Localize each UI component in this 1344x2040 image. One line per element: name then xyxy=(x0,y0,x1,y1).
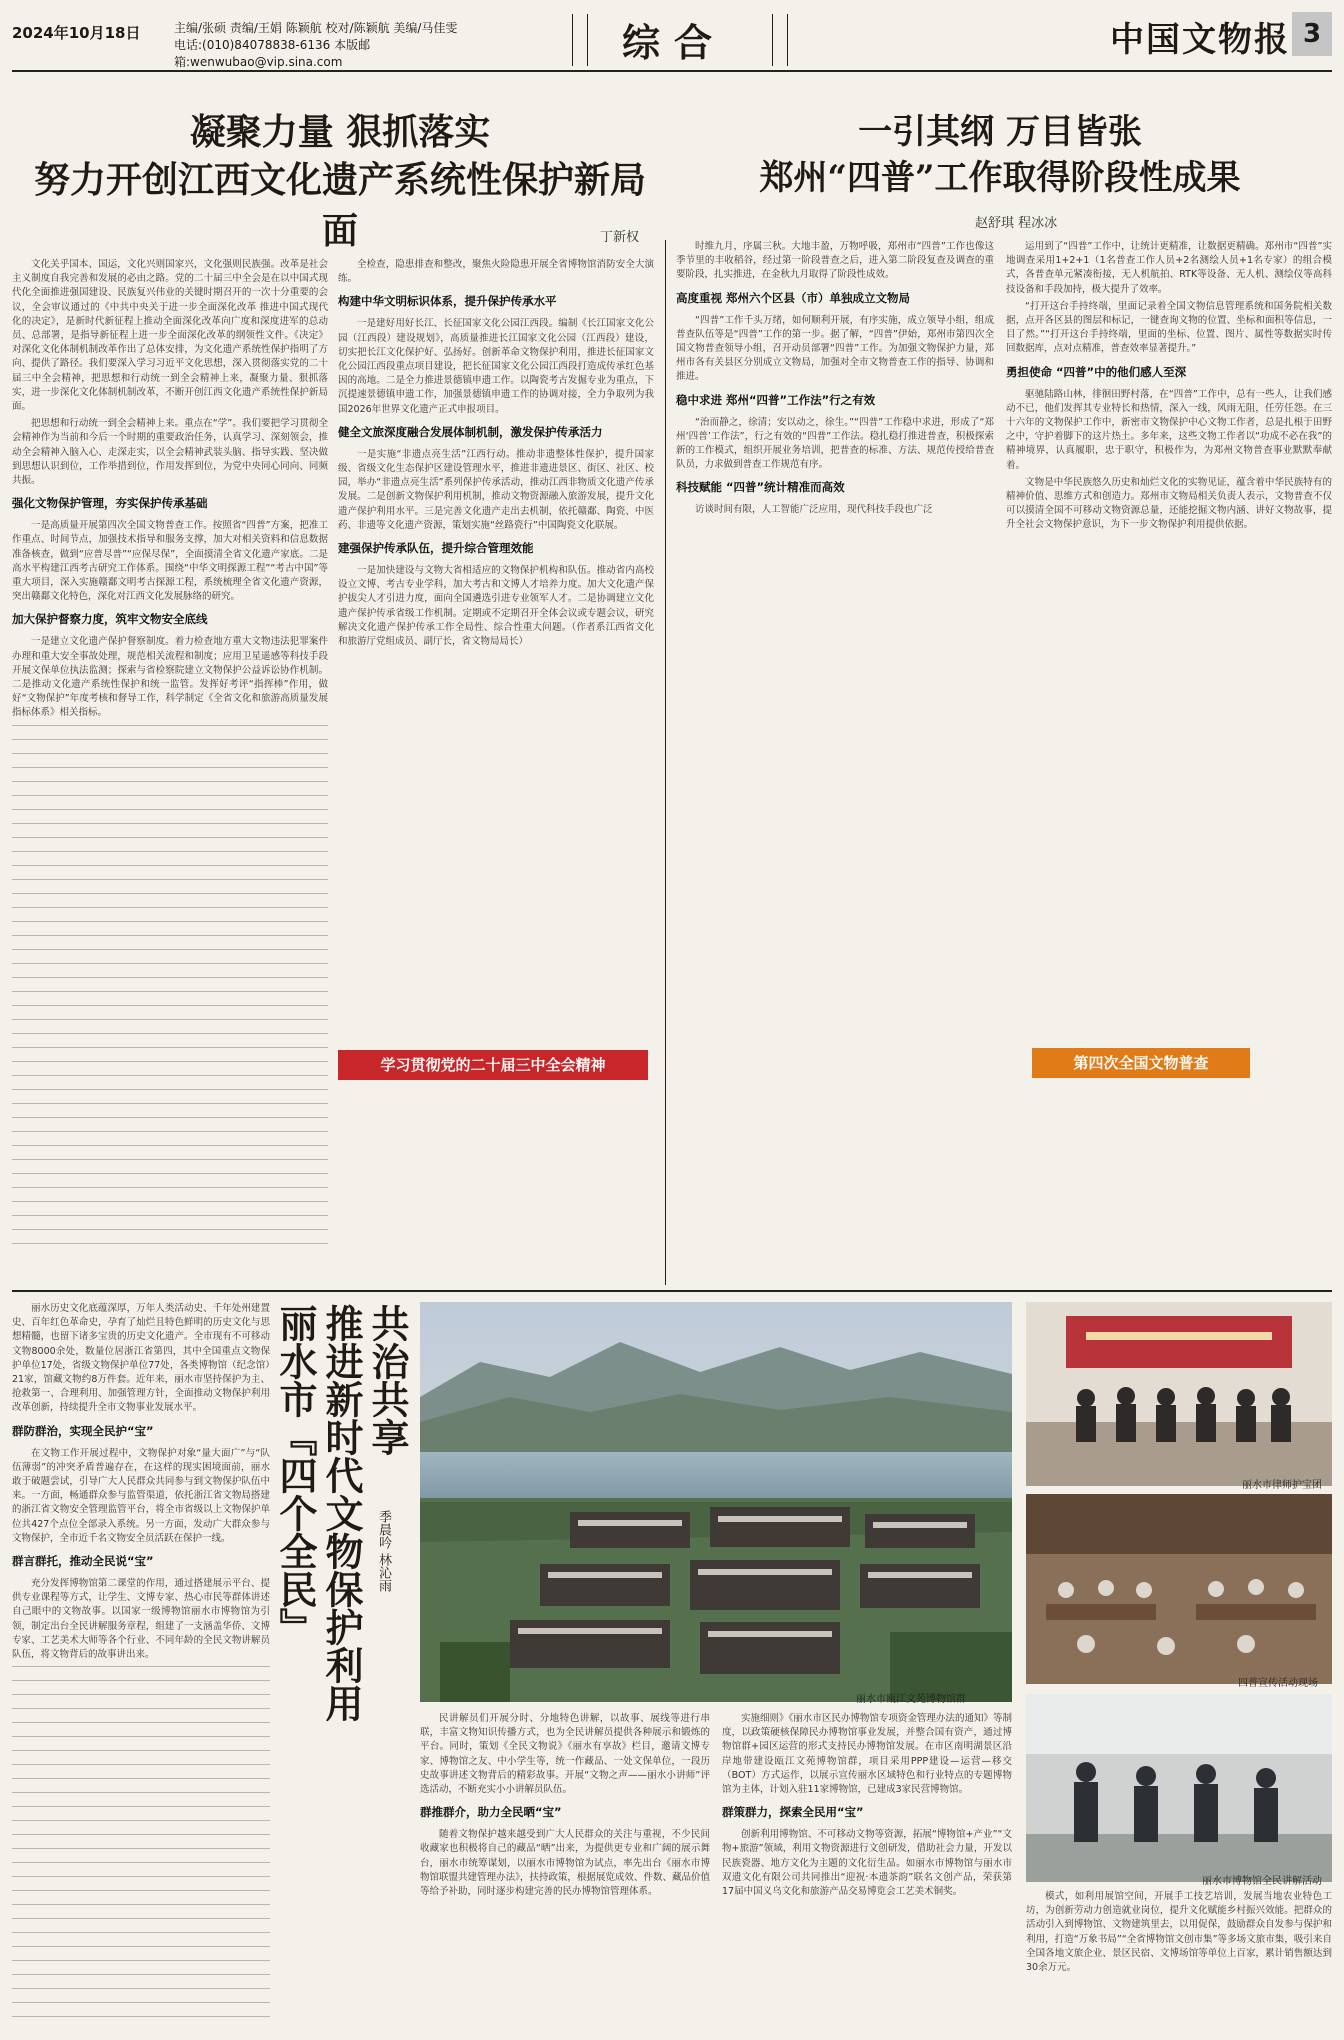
paragraph: 一是实施“非遗点亮生活”江西行动。推动非遗整体性保护，提升国家级、省级文化生态保护区建设管理水平，推进非遗进景区、街区、社区、校园，举办“非遗点亮生活”系列保护传承活动，推动江西非物质文化遗产传承发展。二是创新文物保护利用机制，推动文物资源融入旅游发展，提升文化遗产保护利用水平。三是完善文化遗产走出去机制，依托赣鄱、陶瓷、中医药、非遗等文化遗产资源，策划实施“丝路瓷行”中国陶瓷文化联展。 xyxy=(338,448,654,531)
lishui-byline: 季晨吟 林沁雨 xyxy=(376,1510,391,1593)
main-photo-caption: 丽水市瓯江文苑博物馆群 xyxy=(856,1694,966,1705)
photo2-caption: 四普宣传活动现场 xyxy=(1238,1678,1318,1689)
section-heading: 科技赋能 “四普”统计精准而高效 xyxy=(676,480,845,495)
right-article-col2 xyxy=(1006,240,1332,1040)
text-filler xyxy=(12,725,328,1245)
section-heading: 群言群托，推动全民说“宝” xyxy=(12,1554,154,1569)
photo3-caption: 丽水市博物馆全民讲解活动 xyxy=(1202,1876,1322,1887)
masthead xyxy=(12,8,1332,72)
lishui-col2 xyxy=(420,1712,710,2032)
section-heading: 健全文旅深度融合发展体制机制，激发保护传承活力 xyxy=(338,424,603,439)
paragraph: 访谈时间有限，人工智能广泛应用，现代科技手段也广泛 xyxy=(695,504,933,516)
staff-credits xyxy=(174,20,534,71)
right-headline-line2: 郑州“四普”工作取得阶段性成果 xyxy=(759,158,1241,198)
left-headline-line1: 凝聚力量 狠抓落实 xyxy=(189,111,491,153)
classroom-photo xyxy=(1026,1494,1332,1684)
lishui-title-col1: 共治共享 xyxy=(365,1304,410,1456)
photo1-caption: 丽水市律师护宝团 xyxy=(1242,1480,1322,1491)
lishui-col3 xyxy=(722,1712,1012,2032)
lishui-main-photo xyxy=(420,1302,1012,1702)
contact-line: 电话:(010)84078838-6136 本版邮箱:wenwubao@vip.sina.com xyxy=(174,38,371,69)
section-heading: 加大保护督察力度，筑牢文物安全底线 xyxy=(12,612,208,627)
left-headline-line2: 努力开创江西文化遗产系统性保护新局面 xyxy=(33,159,646,252)
paragraph: 一是建好用好长江、长征国家文化公园江西段。编制《长江国家文化公园（江西段）建设规划》，高质量推进长江国家文化公园（江西段）建设，切实把长江文化保护好、弘扬好。创新革命文物保护利用，推进长征国家文化公园江西段重点项目建设，把长征国家文化公园江西段打造成传承红色基因的高地。二是全力推进景德镇申遗工作。以陶瓷考古发掘专业为重点，下沉提速景德镇申遗工作，加强景德镇申遗工作的协调对接，全力争取列为我国2026年世界文化遗产正式申报项目。 xyxy=(338,318,654,415)
section-heading: 高度重视 郑州六个区县（市）单独成立文物局 xyxy=(676,290,911,305)
paragraph: 模式，如利用展馆空间，开展手工技艺培训，发展当地农业特色工坊，为创新劳动力创造就业岗位，提升文化赋能乡村振兴效能。把群众的活动引入到博物馆、文物建筑里去，以用促保，鼓励群众自发参与保护和利用，打造“万象书局”“全省博物馆文创市集”等多场文旅市集，吸引来自全国各地文旅企业、景区民宿、文博场馆等单位上百家，累计销售额达到30余万元。 xyxy=(1026,1891,1332,1974)
text-filler xyxy=(12,1666,270,2022)
paragraph: “四普”工作千头万绪，如何顺利开展，有序实施，成立领导小组，组成普查队伍等是“四普”工作的第一步。据了解，“四普”伊始，郑州市第四次全国文物普查领导小组，召开动员部署“四普”工作。为加强文物保护力量，郑州市各有关县区分别成立文物局，加强对全市文物普查工作的指导、协调和推进。 xyxy=(676,314,994,383)
museum-complex-photo xyxy=(420,1302,1012,1702)
paragraph: 全检查，隐患排查和整改，聚焦火险隐患开展全省博物馆消防安全大演练。 xyxy=(338,259,654,285)
section-heading: 群策群力，探索全民用“宝” xyxy=(722,1805,864,1820)
paragraph: “打开这台手持终端，里面记录着全国文物信息管理系统和国务院相关数据，点开各区县的图层和标记，一键查询文物的位置、坐标和面积等信息，一目了然。”“打开这台手持终端，里面的坐标、位置、图片、属性等数据实时传回数据库，点对点精准，普查效率显著提升。” xyxy=(1006,300,1332,355)
right-topic-banner xyxy=(1032,1048,1250,1078)
right-article-col1 xyxy=(676,240,994,1270)
paragraph: 一是高质量开展第四次全国文物普查工作。按照省“四普”方案，把准工作重点、时间节点，加强技术指导和服务支撑，加大对相关资料和信息数据准备核查，做到“应普尽普”“应保尽保”，全面摸清全省文化遗产家底。二是高水平构建江西考古研究工作体系。围绕“中华文明探源工程”“考古中国”等重大项目，深入实施赣鄱文明考古探源工程，系统梳理全省文化遗产资源，突出赣鄱文化特色，深化对江西文化发展脉络的研究。 xyxy=(12,520,328,603)
paragraph: 丽水历史文化底蕴深厚，万年人类活动史、千年处州建置史、百年红色革命史，孕育了灿烂且特色鲜明的历史文化与思想精髓，也留下诸多宝贵的历史文化遗产。全市现有不可移动文物8000余处，数量位居浙江省第四，其中全国重点文物保护单位17处，省级文物保护单位77处，各类博物馆（纪念馆）21家，馆藏文物约8万件套。近年来，丽水市坚持保护为主、抢救第一、合理利用、加强管理方针，全面推动文物保护利用改革创新，持续提升全市文物事业发展水平。 xyxy=(12,1303,270,1414)
section-heading: 勇担使命 “四普”中的他们感人至深 xyxy=(1006,364,1187,379)
section-heading: 构建中华文明标识体系，提升保护传承水平 xyxy=(338,294,557,309)
issue-date: 2024年10月18日 xyxy=(12,24,141,42)
right-headline-line1: 一引其纲 万目皆张 xyxy=(858,112,1142,152)
header-divider xyxy=(787,14,788,66)
header-divider xyxy=(772,14,773,66)
lishui-photo-1 xyxy=(1026,1302,1332,1486)
lishui-photo-2 xyxy=(1026,1494,1332,1684)
lishui-col4 xyxy=(1026,1890,1332,2032)
newspaper-logo: 中国文物报 xyxy=(1110,20,1290,60)
banner-text: 第四次全国文物普查 xyxy=(1073,1054,1209,1072)
left-byline: 丁新权 xyxy=(600,230,640,245)
header-divider xyxy=(572,14,573,66)
paragraph: 驱驰陆路山林，徘徊田野村落，在“四普”工作中，总有一些人，让我们感动不已，他们发挥其专业特长和热情，深入一线，风雨无阻，任劳任怨。在三十六年的文物保护工作中，新密市文物保护中心文物工作者，总是扎根于田野之中，守护着脚下的这片热土。多年来，这些文物工作者以“功成不必在我”的精神境界，认真履职，忠于职守，积极作为，为郑州文物普查事业默默奉献着。 xyxy=(1006,388,1332,471)
left-article-col2 xyxy=(338,258,654,1038)
section-heading: 强化文物保护管理，夯实保护传承基础 xyxy=(12,496,208,511)
paragraph: 在文物工作开展过程中，文物保护对象“量大面广”与“队伍薄弱”的冲突矛盾普遍存在，在这样的现实困境面前，丽水敢于破题尝试，引导广大人民群众共同参与到文物保护队伍中来。一方面，畅通群众参与监管渠道，依托浙江省文物局搭建的浙江省文物安全管理监管平台，将全市省级以上文物保护单位共427个点位全部录入系统。另一方面，发动广大群众参与文物保护，全市近千名文物安全员活跃在保护一线。 xyxy=(12,1447,270,1544)
section-heading: 建强保护传承队伍，提升综合管理效能 xyxy=(338,541,534,556)
lishui-col1 xyxy=(12,1302,270,2022)
section-heading: 群防群治，实现全民护“宝” xyxy=(12,1423,154,1438)
paragraph: 一是建立文化遗产保护督察制度。着力检查地方重大文物违法犯罪案件办理和重大安全事故处理，规范相关流程和制度；应用卫星遥感等科技手段开展文保单位执法监测；探索与省检察院建立文物保护公益诉讼协作机制。二是推动文化遗产系统性保护和统一监管。发挥好考评“指挥棒”作用，做好“文物保护”年度考核和督导工作，科学制定《全省文化和旅游高质量发展指标体系》相关指标。 xyxy=(12,636,328,719)
paragraph: 实施细则》《丽水市区民办博物馆专项资金管理办法的通知》等制度，以政策硬核保障民办博物馆事业发展，并整合国有资产，通过博物馆群+园区运营的形式支持民办博物馆发展。在市区南明湖景区沿岸地带建设瓯江文苑博物馆群，项目采用PPP建设—运营—移交（BOT）方式运作，以展示宣传丽水区域特色和行业特点的专题博物馆为主体，计划入驻11家博物馆，已建成3家民营博物馆。 xyxy=(722,1713,1012,1796)
paragraph: “治而静之，徐清；安以动之，徐生。”“四普”工作稳中求进，形成了“郑州‘四普’工作法”，行之有效的“四普”工作法。稳扎稳打推进普查，积极探索新的工作模式，组织开展业务培训，把普查的标准、方法、规范传授给普查队员，力求做到普查工作规范有序。 xyxy=(676,416,994,471)
page-number: 3 xyxy=(1292,12,1332,56)
paragraph: 充分发挥博物馆第二课堂的作用，通过搭建展示平台、提供专业课程等方式，让学生、文博专家、热心市民等群体讲述自己眼中的文物故事。以国家一级博物馆丽水市博物馆为引领，制定出台全民讲解服务章程，组建了一支涵盖华侨、文博专家、工艺美术大师等各个行业、不同年龄的全民文物讲解员队伍，将文物背后的故事讲出来。 xyxy=(12,1578,270,1661)
staff-line: 主编/张硕 责编/王娟 陈颖航 校对/陈颖航 美编/马佳雯 xyxy=(174,21,458,35)
paragraph: 文物是中华民族悠久历史和灿烂文化的实物见证，蕴含着中华民族特有的精神价值、思维方式和创造力。郑州市文物局相关负责人表示，文物普查不仅可以摸清全国不可移动文物资源总量，还能挖掘文物内涵、讲好文物故事，提升全社会文物保护意识，为下一步文物保护利用提供依据。 xyxy=(1006,476,1332,531)
paragraph: 随着文物保护越来越受到广大人民群众的关注与重视，不少民间收藏家也积极将自己的藏品“晒”出来，为提供更专业和广阔的展示舞台，丽水市统筹谋划，以丽水市博物馆为试点，率先出台《丽水市博物馆联盟共建管理办法》，扶持政策，根据展览成效、件数、藏品价值等给予补助，同时逐步构建完善的民办博物馆管理体系。 xyxy=(420,1829,710,1898)
section-separator xyxy=(12,1290,1332,1292)
right-byline: 赵舒琪 程冰冰 xyxy=(975,216,1058,231)
section-heading: 群推群介，助力全民晒“宝” xyxy=(420,1805,562,1820)
lishui-title-col2: 推进新时代文物保护利用 xyxy=(319,1304,364,1722)
paragraph: 一是加快建设与文物大省相适应的文物保护机构和队伍。推动省内高校设立文博、考古专业学科，加大考古和文博人才培养力度。加大文化遗产保护拔尖人才引进力度，面向全国遴选引进专业领军人才。二是协调建立文化遗产保护传承省级工作机制。定期或不定期召开全体会议或专题会议，研究解决文化遗产保护传承工作全局性、综合性重大问题。（作者系江西省文化和旅游厅党组成员、副厅长，省文物局局长） xyxy=(338,565,654,648)
header-divider xyxy=(587,14,588,66)
article-divider xyxy=(665,240,666,1285)
lishui-photo-3 xyxy=(1026,1694,1332,1882)
lishui-title-col3: 丽水市『四个全民』 xyxy=(273,1304,318,1646)
left-article-col1 xyxy=(12,258,328,1288)
section-title: 综合 xyxy=(622,20,727,65)
paragraph: 把思想和行动统一到全会精神上来。重点在“学”。我们要把学习贯彻全会精神作为当前和今后一个时期的重要政治任务，认真学习、深刻领会，推动全会精神入脑入心、走深走实，以全会精神武装头脑、指导实践、坚决做到思想认识到位，工作举措到位，作用发挥到位，为党中央同心同向、同频共振。 xyxy=(12,418,328,487)
left-topic-banner xyxy=(338,1050,648,1080)
paragraph: 民讲解员们开展分时、分地特色讲解，以故事、展线等进行串联，丰富文物知识传播方式，也为全民讲解员提供各种展示和锻炼的平台。同时，策划《全民文物说》《丽水有享故》栏目，邀请文博专家、博物馆之友、中小学生等，统一作藏品、一处文保单位，一段历史故事讲述文物背后的精彩故事。开展“文物之声——丽水小讲师”评选活动，不断充实小小讲解员队伍。 xyxy=(420,1713,710,1796)
section-heading: 稳中求进 郑州“四普”工作法”行之有效 xyxy=(676,392,876,407)
paragraph: 文化关乎国本、国运，文化兴则国家兴，文化强则民族强。改革是社会主义制度自我完善和发展的必由之路。党的二十届三中全会是在以中国式现代化全面推进强国建设、民族复兴伟业的关键时期召开的一次十分重要的会议，全会审议通过的《中共中央关于进一步全面深化改革 推进中国式现代化的决定》，是新时代新征程上推动全面深化改革向广度和深度进军的总动员、总部署，是指导新征程上进一步全面深化改革的纲领性文件。《决定》对深化文化体制机制改革作出了总体安排，为文化遗产系统性保护指明了方向、提供了路径。我们要深入学习习近平文化思想，深入贯彻落实党的二十届三中全会精神，把思想和行动统一到全会精神上来，凝聚力量、狠抓落实，进一步深化文化体制机制改革，不断开创江西文化遗产系统性保护新局面。 xyxy=(12,259,328,413)
paragraph: 运用到了“四普”工作中，让统计更精准，让数据更精确。郑州市“四普”实地调查采用1+2+1（1名普查工作人员+2名测绘人员+1名专家）的组合模式，各普查单元紧凑衔接，无人机航拍、RTK等设备、无人机、测绘仪等高科技设备和手段加持，极大提升了效率。 xyxy=(1006,241,1332,295)
lawyer-group-photo xyxy=(1026,1302,1332,1486)
paragraph: 创新利用博物馆、不可移动文物等资源，拓展“博物馆+产业”“文物+旅游”领域，利用文物资源进行文创研发，借助社会力量，开发以民族瓷器、地方文化为主题的文化衍生品。如丽水市博物馆与丽水市双遗文化有限公司共同推出“迎祝·本遗茶韵”联名文创产品，荣获第17届中国义乌文化和旅游产品交易博览会工艺美术铜奖。 xyxy=(722,1829,1012,1898)
banner-text: 学习贯彻党的二十届三中全会精神 xyxy=(380,1056,606,1074)
museum-talk-photo xyxy=(1026,1694,1332,1882)
paragraph: 时维九月，序属三秋。大地丰盈，万物呼吸，郑州市“四普”工作也像这季节里的丰收稻谷，经过第一阶段普查之后，进入第二阶段复查及调查的重要阶段，扎实推进，在金秋九月取得了阶段性成效。 xyxy=(676,241,994,281)
